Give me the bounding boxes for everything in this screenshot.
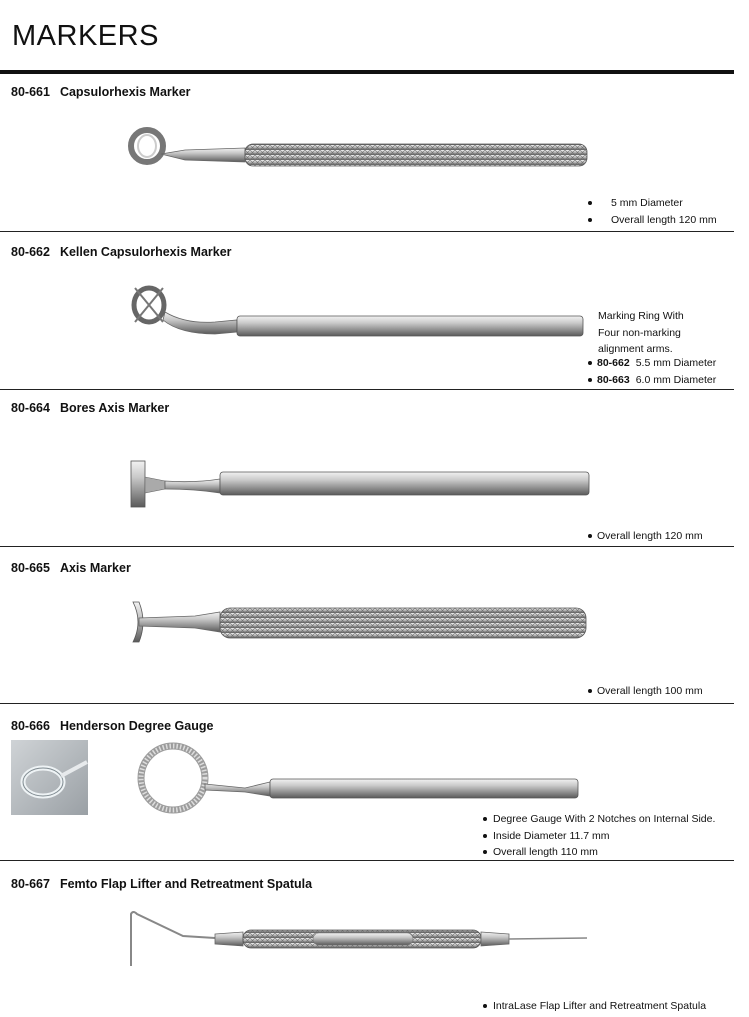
bullet-icon (483, 1004, 487, 1008)
spec-text: 5 mm Diameter (611, 197, 683, 209)
product-code: 80-664 (11, 401, 50, 415)
spec-item (588, 528, 703, 545)
bullet-icon (588, 689, 592, 693)
variant-text: 5.5 mm Diameter (635, 357, 717, 369)
header-rule (0, 70, 734, 74)
product-code: 80-666 (11, 719, 50, 733)
bullet-icon (483, 834, 487, 838)
spec-text: IntraLase Flap Lifter and Retreatment Spatula (493, 1000, 707, 1012)
axis-marker-illustration (125, 598, 595, 648)
bullet-icon (588, 201, 592, 205)
variant-code: 80-662 (597, 357, 630, 369)
section-divider (0, 860, 734, 861)
product-heading-80-666 (11, 719, 213, 733)
section-divider (0, 546, 734, 547)
variant-item (588, 372, 716, 389)
product-code: 80-665 (11, 561, 50, 575)
section-divider (0, 389, 734, 390)
bullet-icon (483, 817, 487, 821)
spec-item (588, 212, 717, 229)
specs-80-662 (598, 308, 684, 358)
bullet-icon (588, 534, 592, 538)
bullet-icon (588, 218, 592, 222)
product-name: Capsulorhexis Marker (59, 85, 191, 99)
spec-item (483, 811, 715, 828)
product-name: Femto Flap Lifter and Retreatment Spatula (59, 877, 313, 891)
bullet-icon (588, 361, 592, 365)
section-divider (0, 703, 734, 704)
product-heading-80-665 (11, 561, 131, 575)
product-name: Bores Axis Marker (59, 401, 170, 415)
product-name: Henderson Degree Gauge (59, 719, 214, 733)
spec-item (588, 195, 717, 212)
page-title: MARKERS (12, 20, 159, 52)
note-line: Marking Ring With (598, 310, 684, 322)
spec-item (483, 998, 706, 1015)
spec-item (483, 828, 715, 845)
specs-80-661 (588, 195, 717, 228)
specs-80-665 (588, 683, 703, 700)
spec-item (483, 844, 715, 861)
product-code: 80-667 (11, 877, 50, 891)
degree-gauge-photo (11, 740, 88, 815)
variant-item (588, 355, 716, 372)
variants-80-662 (588, 355, 716, 388)
variant-text: 6.0 mm Diameter (635, 373, 717, 386)
bores-axis-marker-illustration (125, 455, 595, 515)
product-heading-80-662 (11, 245, 232, 259)
spec-text: Overall length 120 mm (611, 213, 717, 226)
product-heading-80-661 (11, 85, 191, 99)
product-name: Kellen Capsulorhexis Marker (59, 245, 232, 259)
note-line: alignment arms. (598, 343, 673, 355)
product-heading-80-667 (11, 877, 312, 891)
section-divider (0, 231, 734, 232)
specs-80-666 (483, 811, 715, 861)
specs-80-667 (483, 998, 706, 1015)
ring-icon (11, 740, 88, 815)
specs-80-664 (588, 528, 703, 545)
spec-text: Degree Gauge With 2 Notches on Internal Side. (493, 813, 716, 825)
spec-item (588, 683, 703, 700)
bullet-icon (588, 378, 592, 382)
product-heading-80-664 (11, 401, 169, 415)
henderson-degree-gauge-illustration (135, 742, 585, 812)
spec-text: Inside Diameter 11.7 mm (493, 829, 610, 842)
variant-code: 80-663 (597, 373, 630, 386)
product-code: 80-662 (11, 245, 50, 259)
capsulorhexis-marker-illustration (125, 120, 595, 180)
spec-text: Overall length 120 mm (597, 530, 703, 542)
product-code: 80-661 (11, 85, 50, 99)
femto-flap-lifter-illustration (125, 908, 595, 973)
bullet-icon (483, 850, 487, 854)
note-line: Four non-marking (598, 326, 681, 339)
product-name: Axis Marker (59, 561, 131, 575)
kellen-capsulorhexis-marker-illustration (125, 280, 590, 345)
spec-text: Overall length 110 mm (493, 846, 598, 858)
spec-text: Overall length 100 mm (597, 685, 703, 697)
